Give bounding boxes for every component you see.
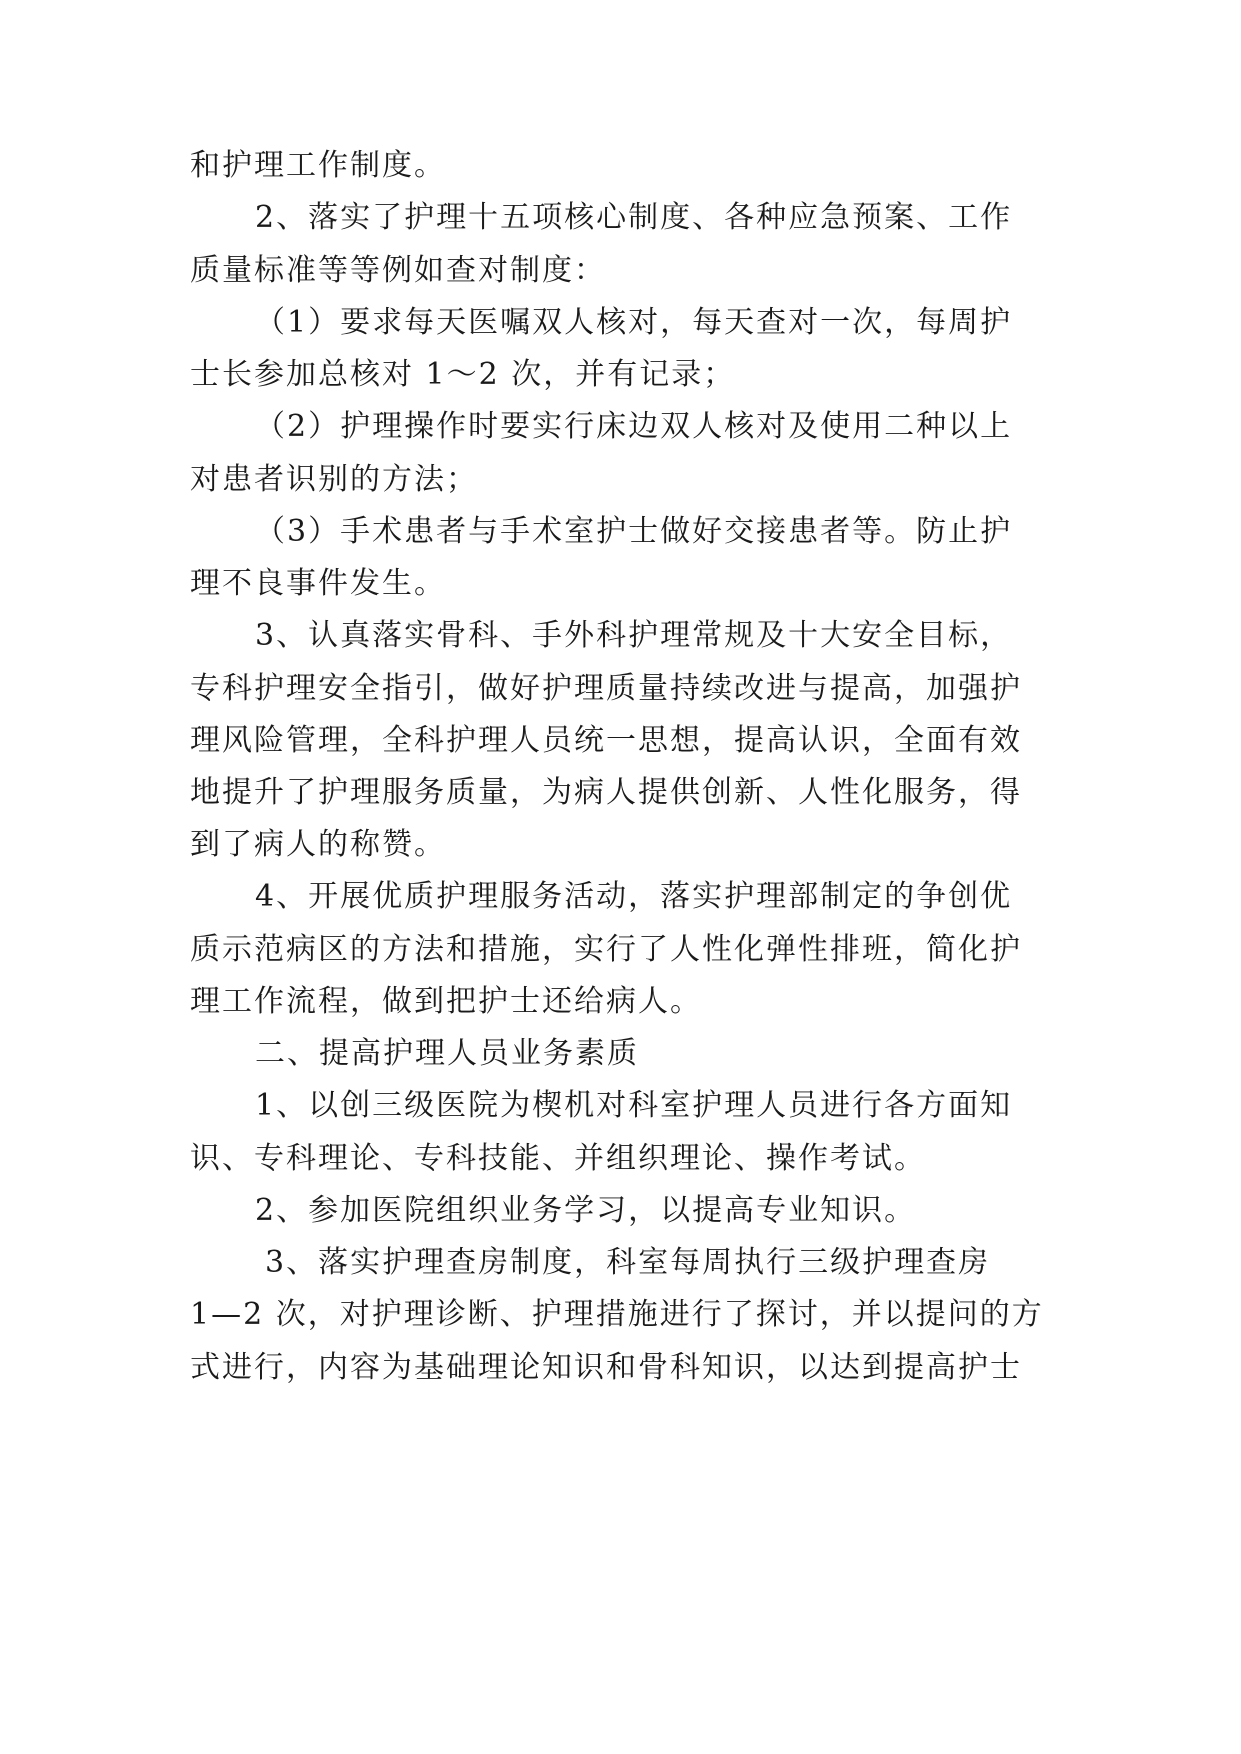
text-line: 理不良事件发生。 bbox=[190, 566, 446, 601]
text-line: 理风险管理，全科护理人员统一思想，提高认识，全面有效 bbox=[190, 723, 1022, 758]
text-line: 2、参加医院组织业务学习，以提高专业知识。 bbox=[255, 1193, 917, 1228]
text-line: 1—2 次，对护理诊断、护理措施进行了探讨，并以提问的方 bbox=[190, 1297, 1044, 1332]
section-heading: 二、提高护理人员业务素质 bbox=[255, 1036, 639, 1071]
text-line: 地提升了护理服务质量，为病人提供创新、人性化服务，得 bbox=[190, 775, 1022, 810]
text-line: 2、落实了护理十五项核心制度、各种应急预案、工作 bbox=[255, 200, 1013, 235]
text-line: 质量标准等等例如查对制度： bbox=[190, 253, 606, 288]
text-line: 士长参加总核对 1～2 次，并有记录； bbox=[190, 357, 736, 392]
text-line: 理工作流程，做到把护士还给病人。 bbox=[190, 984, 702, 1019]
text-line: 质示范病区的方法和措施，实行了人性化弹性排班，简化护 bbox=[190, 932, 1022, 967]
text-line: 专科护理安全指引，做好护理质量持续改进与提高，加强护 bbox=[190, 671, 1022, 706]
text-line: 到了病人的称赞。 bbox=[190, 827, 446, 862]
text-line: （3）手术患者与手术室护士做好交接患者等。防止护 bbox=[255, 514, 1013, 549]
text-line: （2）护理操作时要实行床边双人核对及使用二种以上 bbox=[255, 409, 1013, 444]
text-line: 3、落实护理查房制度，科室每周执行三级护理查房 bbox=[265, 1245, 991, 1280]
text-line: 识、专科理论、专科技能、并组织理论、操作考试。 bbox=[190, 1141, 926, 1176]
text-line: 1、以创三级医院为楔机对科室护理人员进行各方面知 bbox=[255, 1088, 1013, 1123]
text-line: 3、认真落实骨科、手外科护理常规及十大安全目标， bbox=[255, 618, 1013, 653]
text-line: 和护理工作制度。 bbox=[190, 148, 446, 183]
text-line: 对患者识别的方法； bbox=[190, 462, 478, 497]
text-line: 式进行，内容为基础理论知识和骨科知识，以达到提高护士 bbox=[190, 1350, 1022, 1385]
text-line: 4、开展优质护理服务活动，落实护理部制定的争创优 bbox=[255, 879, 1013, 914]
text-line: （1）要求每天医嘱双人核对，每天查对一次，每周护 bbox=[255, 305, 1013, 340]
